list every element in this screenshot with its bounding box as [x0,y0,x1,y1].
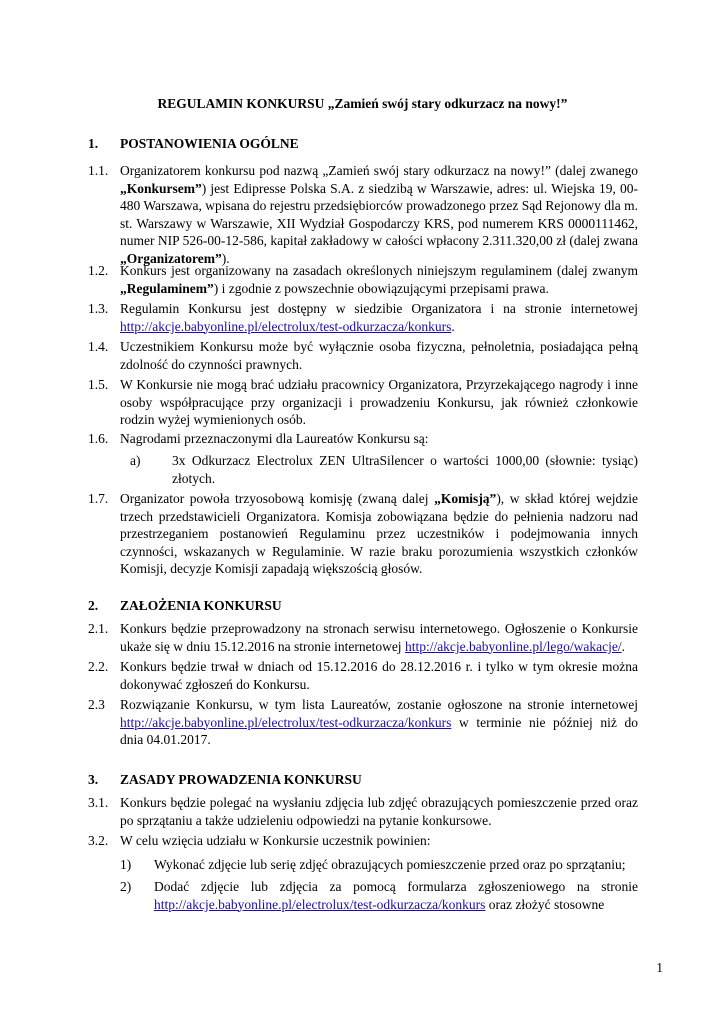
section-heading-2: 2. ZAŁOŻENIA KONKURSU [88,598,282,613]
paragraph-2-1: 2.1. Konkurs będzie przeprowadzony na stronach serwisu internetowego. Ogłoszenie o Konkursie ukaże się w dniu 15.12.2016 na stronie internetowej http://akcje.babyonline.pl/lego/wakacje/. [88,621,638,654]
page-title: REGULAMIN KONKURSU „Zamień swój stary odkurzacz na nowy!” [157,96,568,111]
prize-item-a: a) 3x Odkurzacz Electrolux ZEN UltraSilencer o wartości 1000,00 (słownie: tysiąc) złotych. [130,453,638,486]
paragraph-1-7: 1.7. Organizator powoła trzyosobową komisję (zwaną dalej „Komisją”), w skład której wejdzie trzech przedstawicieli Organizatora. Komisja zobowiązana będzie do pełnienia nadzoru nad przestrzeganiem postanowień Regulaminu przez uczestników i podejmowania innych czynności, wskazanych w Regulaminie. W razie braku porozumienia wszystkich członków Komisji, decyzje Komisji zapadają większością głosów. [88,491,638,577]
paragraph-1-3: 1.3. Regulamin Konkursu jest dostępny w siedzibie Organizatora i na stronie internetowej http://akcje.babyonline.pl/electrolux/test-odkurzacza/konkurs. [88,301,638,334]
form-link[interactable]: http://akcje.babyonline.pl/electrolux/test-odkurzacza/konkurs [154,896,486,912]
paragraph-2-3: 2.3 Rozwiązanie Konkursu, w tym lista Laureatów, zostanie ogłoszone na stronie internetowej http://akcje.babyonline.pl/electrolux/test-odkurzacza/konkurs w terminie nie później niż do dnia 04.01.2017. [88,697,638,748]
paragraph-3-2: 3.2. W celu wzięcia udziału w Konkursie uczestnik powinien: [88,833,431,848]
paragraph-1-5: 1.5. W Konkursie nie mogą brać udziału pracownicy Organizatora, Przyrzekającego nagrody i inne osoby współpracujące przy organizacji i prowadzeniu Konkursu, jak również członkowie rodzin wyżej wymienionych osób. [88,377,638,428]
section-heading-1: 1. POSTANOWIENIA OGÓLNE [88,136,299,151]
paragraph-1-1: 1.1. Organizatorem konkursu pod nazwą „Zamień swój stary odkurzacz na nowy!” (dalej zwanego „Konkursem”) jest Edipresse Polska S.A. z siedzibą w Warszawie, adres: ul. Wiejska 19, 00-480 Warszawa, wpisana do rejestru przedsiębiorców prowadzonego przez Sąd Rejonowy dla m. st. Warszawy w Warszawie, XII Wydział Gospodarczy KRS, pod numerem KRS 0000111462, numer NIP 526-00-12-586, kapitał zakładowy w całości wpłacony 2.311.320,00 zł (dalej zwana „Organizatorem”). [88,163,638,266]
paragraph-2-2: 2.2. Konkurs będzie trwał w dniach od 15.12.2016 do 28.12.2016 r. i tylko w tym okresie można dokonywać zgłoszeń do Konkursu. [88,659,638,692]
section-heading-3: 3. ZASADY PROWADZENIA KONKURSU [88,772,362,787]
page-number: 1 [656,960,663,975]
paragraph-1-4: 1.4. Uczestnikiem Konkursu może być wyłącznie osoba fizyczna, pełnoletnia, posiadająca pełną zdolność do czynności prawnych. [88,339,638,372]
regulamin-link[interactable]: http://akcje.babyonline.pl/electrolux/test-odkurzacza/konkurs [120,318,452,334]
paragraph-3-1: 3.1. Konkurs będzie polegać na wysłaniu zdjęcia lub zdjęć obrazujących pomieszczenie przed oraz po sprzątaniu a także udzieleniu odpowiedzi na pytanie konkursowe. [88,795,638,828]
step-2: 2) Dodać zdjęcie lub zdjęcia za pomocą formularza zgłoszeniowego na stronie http://akcje.babyonline.pl/electrolux/test-odkurzacza/konkurs oraz złożyć stosowne [120,879,638,912]
results-link[interactable]: http://akcje.babyonline.pl/electrolux/test-odkurzacza/konkurs [120,714,452,730]
step-1: 1) Wykonać zdjęcie lub serię zdjęć obrazujących pomieszczenie przed oraz po sprzątaniu; [120,857,626,872]
paragraph-1-2: 1.2. Konkurs jest organizowany na zasadach określonych niniejszym regulaminem (dalej zwanym „Regulaminem”) i zgodnie z powszechnie obowiązującymi przepisami prawa. [88,263,638,296]
announcement-link[interactable]: http://akcje.babyonline.pl/lego/wakacje/ [404,638,622,654]
paragraph-1-6: 1.6. Nagrodami przeznaczonymi dla Laureatów Konkursu są: [88,431,429,446]
